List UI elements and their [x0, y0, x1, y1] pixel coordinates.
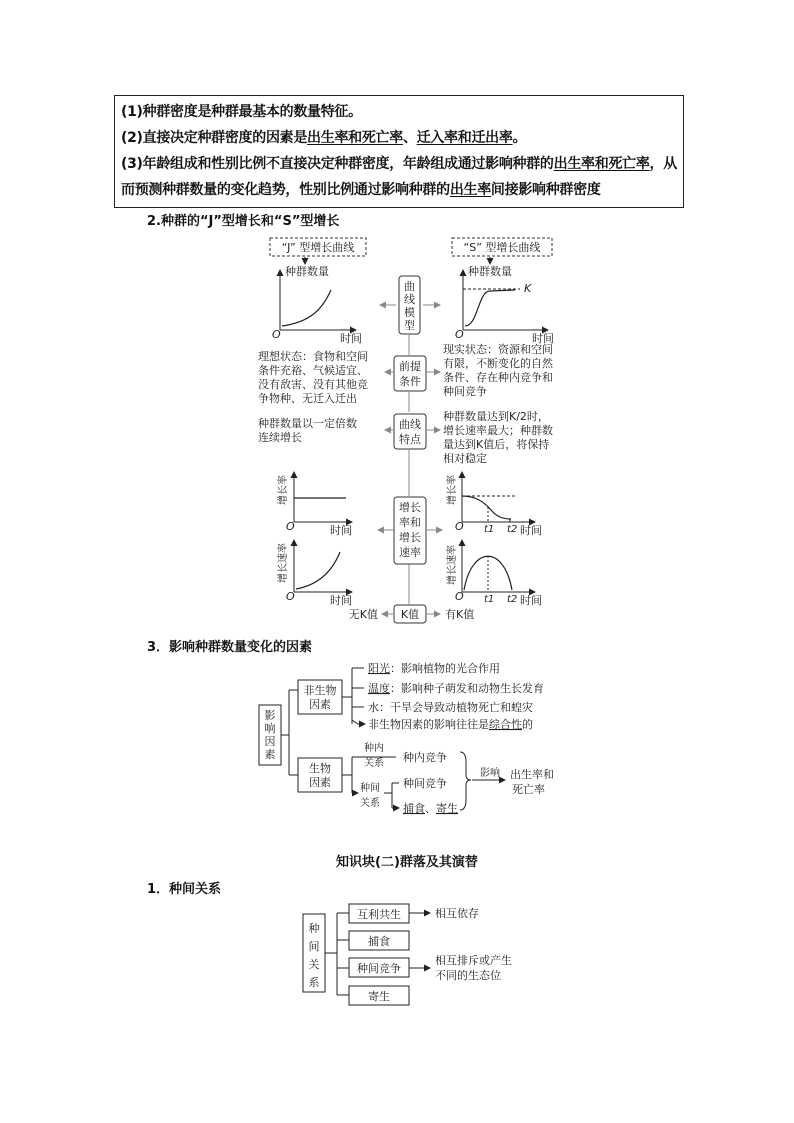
note-text: (3)年龄组成和性别比例不直接决定种群密度，年龄组成通过影响种群的	[121, 156, 554, 172]
result-line-2: 死亡率	[512, 783, 545, 796]
svg-text:系: 系	[308, 976, 320, 989]
intra-label-1: 种内	[364, 743, 384, 754]
svg-text:因素: 因素	[309, 776, 331, 789]
temperature-text: 温度：影响种子萌发和动物生长发育	[368, 682, 544, 695]
note-underlined: 迁入率和迁出率	[416, 130, 513, 146]
s-premise-line: 种间竞争	[443, 385, 487, 398]
axis-label-number: 种群数量	[468, 265, 512, 278]
s-premise-line: 条件、存在种内竞争和	[443, 371, 553, 384]
origin-label: O	[286, 590, 295, 603]
affect-label: 影响	[480, 768, 500, 779]
axis-label-speed: 增长速率	[447, 545, 458, 585]
inter-label-2: 关系	[360, 798, 380, 809]
light-text: 阳光：影响植物的光合作用	[368, 662, 500, 675]
svg-text:关: 关	[308, 958, 320, 971]
axis-label-time: 时间	[520, 594, 542, 607]
s-rate-graph	[445, 472, 542, 537]
intra-text: 种内竞争	[403, 751, 447, 764]
origin-label: O	[455, 520, 464, 533]
svg-text:非生物: 非生物	[303, 684, 337, 697]
axis-label-time: 时间	[330, 594, 352, 607]
section2-heading: 2.种群的“J”型增长和“S”型增长	[147, 214, 340, 229]
svg-text:影: 影	[264, 709, 276, 722]
abiotic-note: 非生物因素的影响往往是综合性的	[368, 718, 533, 731]
j-premise-line: 理想状态：食物和空间	[258, 350, 368, 363]
has-k-label: 有K值	[445, 608, 475, 621]
origin-label: O	[455, 590, 464, 603]
j-feature-line: 种群数量以一定倍数	[258, 417, 357, 430]
axis-label-number: 种群数量	[285, 265, 329, 278]
j-speed-graph	[276, 540, 352, 607]
competition-note-1: 相互排斥或产生	[435, 954, 512, 967]
svg-text:因: 因	[264, 735, 276, 748]
note-underlined: 出生率和死亡率	[553, 156, 650, 172]
j-premise-line: 条件充裕、气候适宜、	[258, 364, 368, 377]
center-rate-4: 速率	[399, 546, 421, 559]
t1-label: t1	[484, 594, 495, 605]
competition-note-2: 不同的生态位	[435, 969, 501, 982]
s-feature-line: 增长速率最大；种群数	[443, 424, 553, 437]
water-text: 水：干旱会导致动植物死亡和蝗灾	[368, 701, 533, 714]
axis-label-time: 时间	[330, 524, 352, 537]
j-curve-graph	[272, 264, 362, 345]
axis-label-time: 时间	[340, 332, 362, 345]
center-model-1: 曲	[404, 280, 415, 293]
svg-text:间: 间	[308, 940, 320, 953]
axis-label-speed: 增长速率	[278, 543, 289, 583]
note-text: (2)直接决定种群密度的因素是	[121, 130, 308, 146]
svg-text:因素: 因素	[309, 698, 331, 711]
inter-label-1: 种间	[360, 783, 380, 794]
svg-text:生物: 生物	[309, 762, 331, 775]
origin-label: O	[455, 328, 464, 341]
center-model-4: 型	[404, 319, 415, 332]
axis-label-rate: 增长率	[278, 475, 289, 505]
mutualism-label: 互利共生	[357, 908, 401, 921]
center-premise-2: 条件	[399, 375, 421, 388]
svg-text:种: 种	[308, 922, 320, 935]
axis-label-rate: 增长率	[447, 475, 458, 505]
k-label: K	[524, 282, 532, 295]
section3-heading: 3．影响种群数量变化的因素	[147, 640, 313, 655]
j-premise-line: 没有敌害、没有其他竞	[258, 378, 368, 391]
note-text: ，从	[649, 156, 677, 172]
center-rate-2: 率和	[399, 516, 421, 529]
j-premise-line: 争物种、无迁入迁出	[258, 392, 357, 405]
j-title: “J” 型增长曲线	[281, 241, 355, 254]
t2-label: t2	[507, 594, 518, 605]
s-title: “S” 型增长曲线	[463, 241, 541, 254]
knowledge2-title: 知识块(二)群落及其演替	[336, 855, 478, 870]
j-rate-graph	[276, 472, 352, 537]
center-k: K值	[400, 608, 420, 621]
note-text: 间接影响种群密度	[490, 182, 601, 198]
t2-label: t2	[507, 524, 518, 535]
result-line-1: 出生率和	[510, 768, 554, 781]
center-model-3: 模	[404, 306, 415, 319]
competition-label: 种间竞争	[357, 962, 401, 975]
interspecific-heading: 1．种间关系	[147, 882, 222, 897]
j-curve	[282, 290, 331, 326]
j-speed-curve	[296, 552, 340, 589]
parasitism-label: 寄生	[368, 990, 390, 1003]
center-feature-1: 曲线	[399, 418, 421, 431]
axis-label-time: 时间	[520, 524, 542, 537]
s-feature-line: 相对稳定	[443, 452, 487, 465]
origin-label: O	[272, 328, 281, 341]
predation-label: 捕食	[368, 935, 390, 948]
origin-label: O	[286, 520, 295, 533]
s-premise-line: 有限，不断变化的自然	[443, 357, 553, 370]
predation-text: 捕食、寄生	[403, 802, 458, 815]
note-text: (1)种群密度是种群最基本的数量特征。	[121, 104, 362, 120]
center-model-2: 线	[404, 293, 415, 306]
intra-label-2: 关系	[364, 758, 384, 769]
note-text: 。	[512, 130, 527, 146]
s-feature-line: 量达到K值后，将保持	[443, 438, 550, 451]
s-rate-curve	[462, 496, 511, 519]
s-curve	[465, 290, 515, 326]
center-rate-1: 增长	[399, 501, 421, 514]
s-premise-line: 现实状态：资源和空间	[443, 343, 553, 356]
s-curve-graph	[455, 264, 554, 345]
s-feature-line: 种群数量达到K/2时，	[443, 410, 549, 423]
s-speed-graph	[445, 540, 542, 607]
j-feature-line: 连续增长	[258, 431, 302, 444]
axis-label-time: 时间	[532, 332, 554, 345]
mutualism-note: 相互依存	[435, 907, 479, 920]
center-rate-3: 增长	[399, 531, 421, 544]
note-underlined: 出生率和死亡率	[307, 130, 403, 146]
note-text: 而预测种群数量的变化趋势，性别比例通过影响种群的	[121, 182, 450, 198]
note-text: 、	[402, 130, 417, 146]
inter-text: 种间竞争	[403, 777, 447, 790]
no-k-label: 无K值	[348, 608, 378, 621]
center-premise-1: 前提	[399, 360, 421, 373]
svg-text:响: 响	[264, 722, 276, 735]
svg-text:素: 素	[264, 748, 276, 761]
note-underlined: 出生率	[449, 182, 491, 198]
t1-label: t1	[484, 524, 495, 535]
center-feature-2: 特点	[399, 433, 421, 446]
